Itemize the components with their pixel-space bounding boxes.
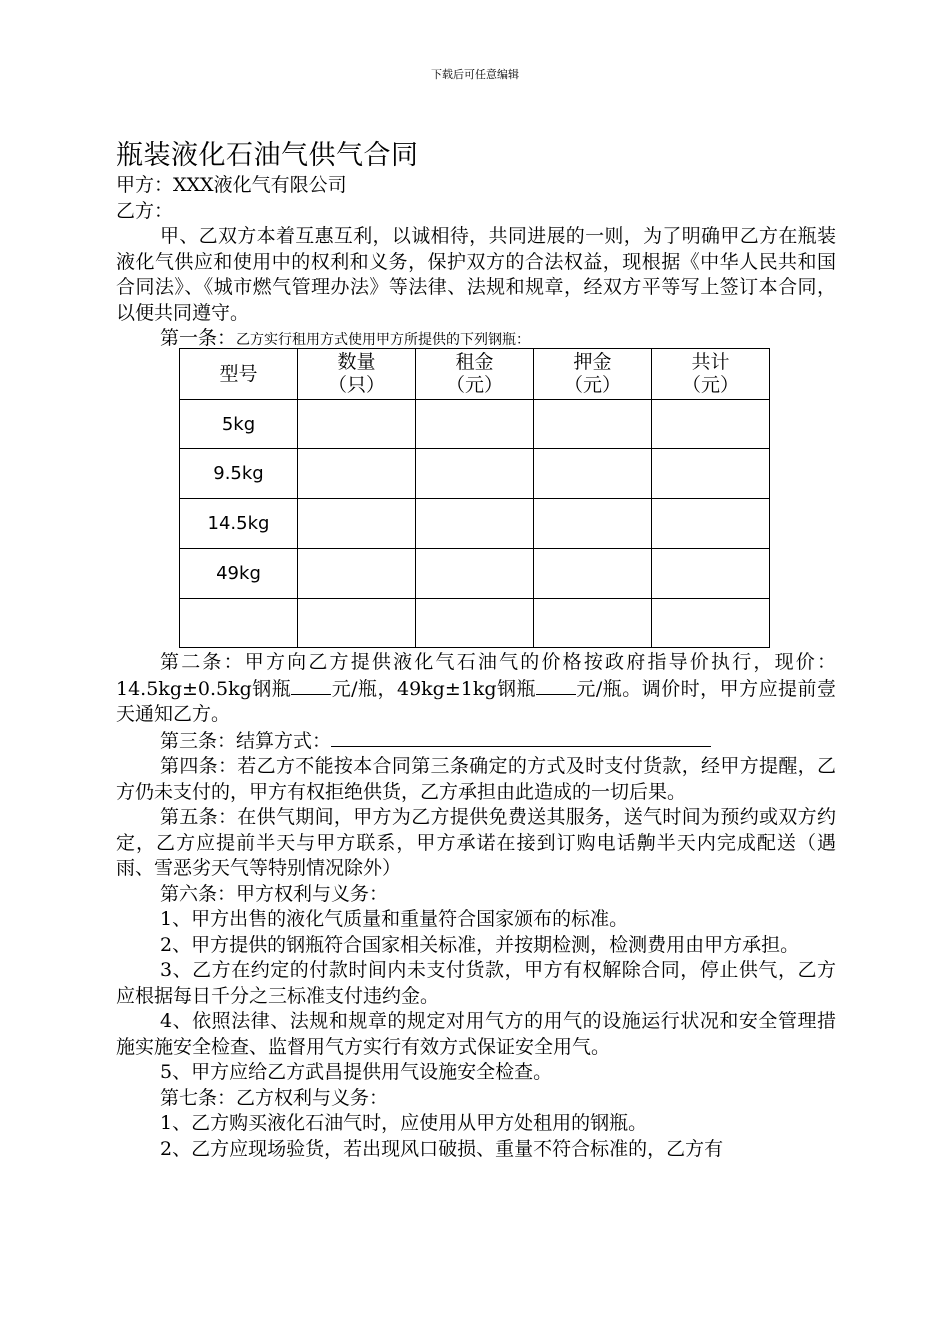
table-header-row [180, 349, 770, 400]
article-6-item: 5、甲方应给乙方武昌提供用气设施安全检查。 [160, 1061, 553, 1083]
article-7-item: 1、乙方购买液化石油气时，应使用从甲方处租用的钢瓶。 [160, 1112, 648, 1134]
article-1-head: 第一条： [160, 327, 237, 349]
cell-rent [416, 400, 534, 449]
cell-rent [416, 549, 534, 599]
document-title: 瓶装液化石油气供气合同 [116, 140, 419, 171]
contract-intro [116, 173, 836, 354]
header-cell-quantity: 数量 （只） [298, 349, 416, 400]
cell-deposit [534, 499, 652, 549]
cell-quantity [298, 549, 416, 599]
cell-deposit [534, 449, 652, 499]
header-cell-model: 型号 [180, 349, 298, 400]
cell-quantity [298, 400, 416, 449]
cell-model: 5kg [180, 400, 298, 449]
header-cell-deposit: 押金 （元） [534, 349, 652, 400]
cell-quantity [298, 449, 416, 499]
cell-total [652, 599, 770, 648]
table-row [180, 449, 770, 499]
article-6-item: 2、甲方提供的钢瓶符合国家相关标准，并按期检测，检测费用由甲方承担。 [160, 933, 800, 956]
contract-articles [116, 650, 836, 1162]
table-row [180, 499, 770, 549]
cell-model [180, 599, 298, 648]
header-note: 下载后可任意编辑 [431, 68, 519, 81]
article-7-item: 2、乙方应现场验货，若出现风口破损、重量不符合标准的，乙方有 [160, 1137, 724, 1160]
party-b: 乙方： [116, 199, 174, 222]
article-6-item: 1、甲方出售的液化气质量和重量符合国家颁布的标准。 [160, 908, 629, 930]
cell-rent [416, 449, 534, 499]
settlement-method-blank[interactable] [331, 728, 711, 747]
cell-total [652, 499, 770, 549]
article-4: 第四条：若乙方不能按本合同第三条确定的方式及时支付货款，经甲方提醒，乙方仍未支付的，甲方有权拒绝供货，乙方承担由此造成的一切后果。 [116, 755, 836, 803]
article-6-head: 第六条：甲方权利与义务： [160, 882, 389, 905]
cell-deposit [534, 400, 652, 449]
price-blank-14-5kg[interactable] [291, 676, 331, 695]
cell-quantity [298, 599, 416, 648]
article-1-text: 乙方实行租用方式使用甲方所提供的下列钢瓶： [236, 332, 531, 348]
table-row [180, 400, 770, 449]
intro-paragraph: 甲、乙双方本着互惠互利，以诚相待，共同进展的一则，为了明确甲乙方在瓶装液化气供应和使用中的权利和义务，保护双方的合法权益，现根据《中华人民共和国合同法》、《城市燃气管理办法》等法律、法规和规章，经双方平等写上签订本合同，以便共同遵守。 [116, 225, 836, 324]
article-2: 第二条：甲方向乙方提供液化气石油气的价格按政府指导价执行，现价：14.5kg±0.5kg钢瓶 元/瓶，49kg±1kg钢瓶 元/瓶。调价时，甲方应提前壹天通知乙方。 [116, 651, 836, 725]
article-7-head: 第七条：乙方权利与义务： [160, 1086, 389, 1109]
header-cell-rent: 租金 （元） [416, 349, 534, 400]
cell-rent [416, 499, 534, 549]
cylinder-table-wrap [179, 348, 770, 648]
table-row [180, 599, 770, 648]
cell-total [652, 400, 770, 449]
cell-deposit [534, 549, 652, 599]
cell-total [652, 549, 770, 599]
cell-total [652, 449, 770, 499]
article-6-item: 4、依照法律、法规和规章的规定对用气方的用气的设施运行状况和安全管理措施实施安全检查、监督用气方实行有效方式保证安全用气。 [116, 1010, 836, 1058]
price-blank-49kg[interactable] [536, 676, 576, 695]
cell-rent [416, 599, 534, 648]
header-cell-total: 共计 （元） [652, 349, 770, 400]
article-5: 第五条：在供气期间，甲方为乙方提供免费送其服务，送气时间为预约或双方约定，乙方应提前半天与甲方联系，甲方承诺在接到订购电话齁半天内完成配送（遇雨、雪恶劣天气等特别情况除外） [116, 806, 836, 879]
cylinder-table [179, 348, 770, 648]
article-6-item: 3、乙方在约定的付款时间内未支付货款，甲方有权解除合同，停止供气，乙方应根据每日千分之三标准支付违约金。 [116, 959, 836, 1007]
party-a: 甲方：XXX液化气有限公司 [116, 174, 347, 196]
table-row [180, 549, 770, 599]
cell-model: 14.5kg [180, 499, 298, 549]
cell-deposit [534, 599, 652, 648]
cell-model: 49kg [180, 549, 298, 599]
cell-model: 9.5kg [180, 449, 298, 499]
article-3: 第三条：结算方式： [116, 728, 836, 755]
cell-quantity [298, 499, 416, 549]
